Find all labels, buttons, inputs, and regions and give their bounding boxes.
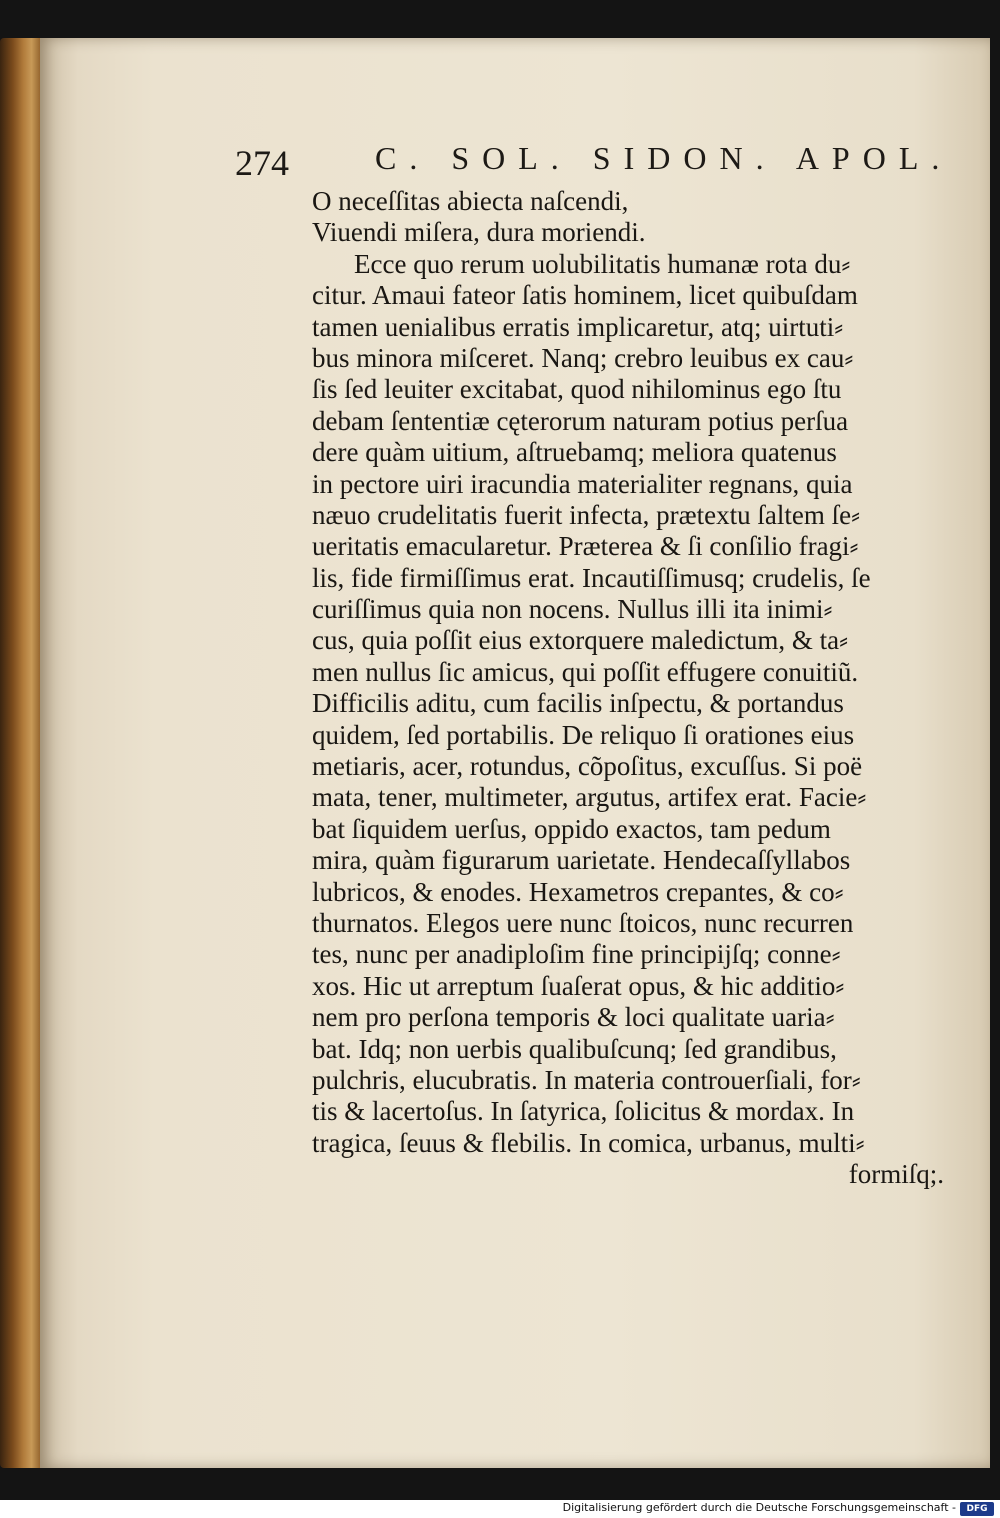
funding-credit: Digitalisierung gefördert durch die Deutsche Forschungsgemeinschaft - bbox=[562, 1501, 956, 1514]
text-line: bat ſiquidem uerſus, oppido exactos, tam pedum bbox=[312, 813, 831, 844]
text-line: ſis ſed leuiter excitabat, quod nihilominus ego ſtu bbox=[312, 374, 842, 405]
page-number: 274 bbox=[235, 143, 289, 183]
text-line: O neceſſitas abiecta naſcendi, bbox=[312, 186, 629, 216]
text-line: tamen uenialibus erratis implicaretur, atq; uirtuti⸗ bbox=[312, 311, 844, 342]
text-line: mata, tener, multimeter, argutus, artifex erat. Facie⸗ bbox=[312, 782, 867, 813]
catchword-line: formiſq;. bbox=[848, 1159, 944, 1190]
text-line: lis, fide firmiſſimus erat. Incautiſſimusq; crudelis, ſe bbox=[312, 562, 871, 593]
text-line: debam ſententiæ cęterorum naturam potius perſua bbox=[312, 405, 849, 436]
body-text bbox=[312, 186, 948, 1191]
text-line: tragica, ſeuus & flebilis. In comica, urbanus, multi⸗ bbox=[312, 1127, 865, 1158]
text-line: lubricos, & enodes. Hexametros crepantes, & co⸗ bbox=[312, 876, 844, 907]
text-line: tis & lacertoſus. In ſatyrica, ſolicitus & mordax. In bbox=[312, 1096, 855, 1127]
text-line: Ecce quo rerum uolubilitatis humanæ rota du⸗ bbox=[354, 248, 851, 279]
text-line: dere quàm uitium, aſtruebamq; meliora quatenus bbox=[312, 437, 837, 468]
text-line: ueritatis emacularetur. Præterea & ſi conſilio fragi⸗ bbox=[312, 531, 859, 562]
text-line: metiaris, acer, rotundus, cõpoſitus, excuſſus. Si poë bbox=[312, 751, 863, 782]
text-line: cus, quia poſſit eius extorquere maledictum, & ta⸗ bbox=[312, 625, 849, 656]
text-line: mira, quàm figurarum uarietate. Hendecaſſyllabos bbox=[312, 845, 851, 876]
text-line: Difficilis aditu, cum facilis inſpectu, & portandus bbox=[312, 688, 844, 719]
text-line: curiſſimus quia non nocens. Nullus illi ita inimi⸗ bbox=[312, 594, 833, 625]
running-head: C. SOL. SIDON. APOL. bbox=[375, 140, 953, 176]
text-line: thurnatos. Elegos uere nunc ſtoicos, nunc recurren bbox=[312, 907, 854, 938]
text-line: in pectore uiri iracundia materialiter regnans, quia bbox=[312, 468, 853, 499]
text-line: xos. Hic ut arreptum ſuaſerat opus, & hic additio⸗ bbox=[312, 970, 845, 1001]
text-line: quidem, ſed portabilis. De reliquo ſi orationes eius bbox=[312, 719, 855, 750]
text-line: Viuendi miſera, dura moriendi. bbox=[312, 217, 646, 248]
text-line: citur. Amaui fateor ſatis hominem, licet quibuſdam bbox=[312, 280, 858, 311]
book-fore-edge bbox=[0, 38, 42, 1468]
text-line: bus minora miſceret. Nanq; crebro leuibus ex cau⸗ bbox=[312, 342, 854, 373]
text-line: pulchris, elucubratis. In materia controuerſiali, for⸗ bbox=[312, 1064, 861, 1095]
text-line: næuo crudelitatis fuerit infecta, prætextu ſaltem ſe⸗ bbox=[312, 499, 861, 530]
text-line: nem pro perſona temporis & loci qualitate uaria⸗ bbox=[312, 1002, 835, 1033]
dfg-logo: DFG bbox=[960, 1502, 994, 1516]
text-line: bat. Idq; non uerbis qualibuſcunq; ſed grandibus, bbox=[312, 1033, 837, 1064]
text-line: tes, nunc per anadiploſim fine principijſq; conne⸗ bbox=[312, 939, 841, 970]
text-line: men nullus ſic amicus, qui poſſit effugere conuitiũ. bbox=[312, 656, 859, 687]
